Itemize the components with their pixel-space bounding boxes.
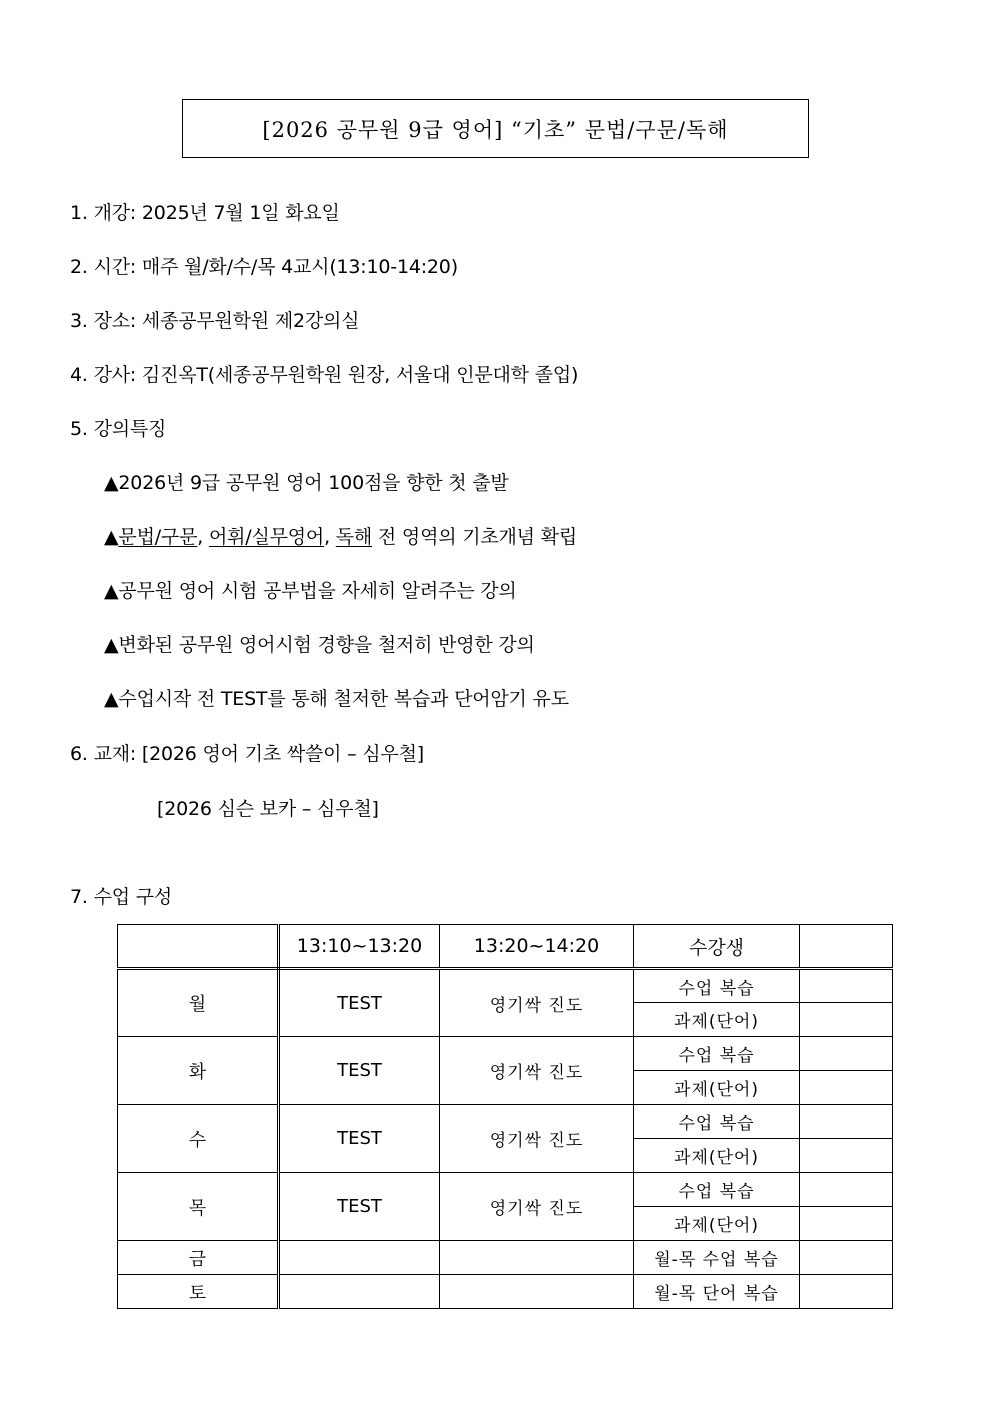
task-cell: 수업 복습 [634,1173,800,1207]
slot2-cell [440,1241,634,1275]
table-row [118,1173,893,1207]
task-cell: 과제(단어) [634,1139,800,1173]
schedule-table [117,924,893,1309]
check-cell [800,1275,893,1309]
item-class-time: 2. 시간: 매주 월/화/수/목 4교시(13:10-14:20) [70,256,458,278]
header-student: 수강생 [634,925,800,969]
feature-2-reading: 독해 [335,526,373,548]
task-cell: 수업 복습 [634,1037,800,1071]
check-cell [800,1173,893,1207]
task-cell: 월-목 단어 복습 [634,1275,800,1309]
feature-2-sep2: , [324,526,336,548]
day-cell: 화 [118,1037,279,1105]
table-row [118,1241,893,1275]
item-instructor: 4. 강사: 김진옥T(세종공무원학원 원장, 서울대 인문대학 졸업) [70,364,579,386]
day-cell: 월 [118,969,279,1037]
schedule-header-row [118,925,893,969]
header-check [800,925,893,969]
header-empty [118,925,279,969]
slot2-cell: 영기싹 진도 [440,1105,634,1173]
task-cell: 과제(단어) [634,1071,800,1105]
table-row [118,969,893,1003]
slot1-cell: TEST [279,1105,440,1173]
check-cell [800,1105,893,1139]
check-cell [800,969,893,1003]
header-slot1: 13:10~13:20 [279,925,440,969]
check-cell [800,1207,893,1241]
day-cell: 금 [118,1241,279,1275]
header-slot2: 13:20~14:20 [440,925,634,969]
check-cell [800,1241,893,1275]
feature-4: ▲변화된 공무원 영어시험 경향을 철저히 반영한 강의 [104,634,535,656]
slot2-cell [440,1275,634,1309]
task-cell: 수업 복습 [634,969,800,1003]
item-structure-heading: 7. 수업 구성 [70,886,173,908]
feature-2 [104,522,577,549]
feature-2-vocab: 어휘/실무영어 [208,526,325,548]
task-cell: 과제(단어) [634,1207,800,1241]
feature-3: ▲공무원 영어 시험 공부법을 자세히 알려주는 강의 [104,580,517,602]
item-open-date: 1. 개강: 2025년 7월 1일 화요일 [70,202,340,224]
table-row [118,1105,893,1139]
item-location: 3. 장소: 세종공무원학원 제2강의실 [70,310,360,332]
table-row [118,1275,893,1309]
feature-2-grammar: 문법/구문 [118,526,198,548]
day-cell: 수 [118,1105,279,1173]
item-textbook-2: [2026 심슨 보카 – 심우철] [157,798,379,820]
slot1-cell [279,1241,440,1275]
task-cell: 과제(단어) [634,1003,800,1037]
check-cell [800,1139,893,1173]
feature-1: ▲2026년 9급 공무원 영어 100점을 향한 첫 출발 [104,472,509,494]
day-cell: 토 [118,1275,279,1309]
item-features-heading: 5. 강의특징 [70,418,167,440]
task-cell: 월-목 수업 복습 [634,1241,800,1275]
check-cell [800,1071,893,1105]
slot2-cell: 영기싹 진도 [440,1173,634,1241]
feature-2-sep1: , [197,526,209,548]
slot1-cell: TEST [279,1173,440,1241]
slot1-cell: TEST [279,1037,440,1105]
feature-5: ▲수업시작 전 TEST를 통해 철저한 복습과 단어암기 유도 [104,688,569,710]
slot1-cell: TEST [279,969,440,1037]
slot2-cell: 영기싹 진도 [440,969,634,1037]
day-cell: 목 [118,1173,279,1241]
feature-2-rest: 전 영역의 기초개념 확립 [372,526,577,548]
feature-2-bullet: ▲ [104,526,119,548]
slot2-cell: 영기싹 진도 [440,1037,634,1105]
table-row [118,1037,893,1071]
task-cell: 수업 복습 [634,1105,800,1139]
item-textbook: 6. 교재: [2026 영어 기초 싹쓸이 – 심우철] [70,743,424,765]
document-title: [2026 공무원 9급 영어] “기초” 문법/구문/독해 [182,99,809,158]
check-cell [800,1037,893,1071]
slot1-cell [279,1275,440,1309]
check-cell [800,1003,893,1037]
